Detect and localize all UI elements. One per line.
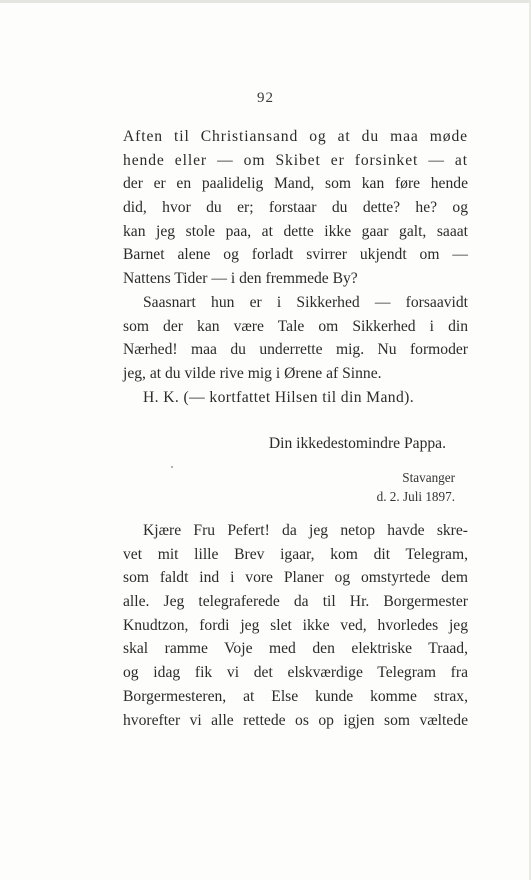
text-line: Borgermesteren, at Else kunde komme strax, (123, 687, 468, 705)
page-number: 92 (257, 90, 274, 106)
text-line: Nattens Tider — i den fremmede By? (123, 270, 358, 288)
text-line: Aften til Christiansand og at du maa møde (123, 128, 468, 145)
text-line: did, hvor du er; forstaar du dette? he? og (123, 199, 468, 217)
text-line: Barnet alene og forladt svirrer ukjendt om — (123, 246, 468, 264)
text-line: hende eller — om Skibet er forsinket — at (123, 151, 468, 169)
text-line: jeg, at du vilde rive mig i Ørene af Sinne. (123, 364, 382, 382)
letter-one-body (123, 125, 468, 409)
text-line: der er en paalidelig Mand, som kan føre hende (123, 175, 468, 193)
dateline-place: Stavanger (402, 470, 455, 485)
text-line: Kjære Fru Pefert! da jeg netop havde skre- (143, 522, 468, 539)
text-line: Nærhed! maa du underrette mig. Nu formoder (123, 341, 468, 359)
text-line: som der kan være Tale om Sikkerhed i din (123, 317, 468, 335)
text-line: Saasnart hun er i Sikkerhed — forsaavidt (143, 293, 468, 311)
text-line: Knudtzon, fordi jeg slet ikke ved, hvorledes jeg (123, 616, 468, 634)
dateline-date: d. 2. Juli 1897. (376, 489, 455, 504)
text-line: som faldt ind i vore Planer og omstyrtede dem (123, 569, 468, 587)
text-line: H. K. (— kortfattet Hilsen til din Mand). (143, 388, 415, 406)
letter-two-body (123, 519, 468, 732)
page-edge-top (0, 0, 531, 3)
text-line: og idag fik vi det elskværdige Telegram fra (123, 664, 468, 682)
letter-signoff: Din ikkedestomindre Pappa. (268, 435, 446, 452)
text-line: kan jeg stole paa, at dette ikke gaar galt, saaat (123, 222, 468, 240)
text-line: alle. Jeg telegraferede da til Hr. Borgermester (123, 593, 468, 611)
text-line: vet mit lille Brev igaar, kom dit Telegram, (123, 545, 468, 563)
text-line: hvorefter vi alle rettede os op igjen som væltede (123, 711, 468, 729)
text-line: skal ramme Voje med den elektriske Traad, (123, 640, 468, 658)
print-speck (171, 466, 173, 468)
